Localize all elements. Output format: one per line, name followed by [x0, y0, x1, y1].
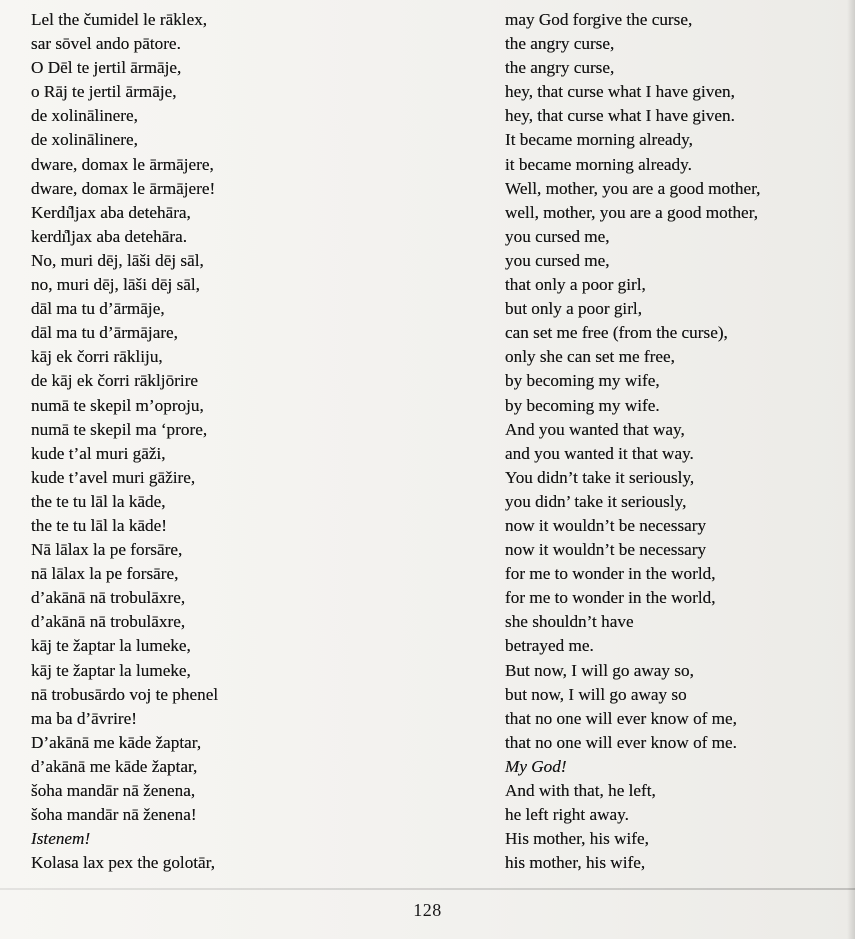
- translation-verse-line: hey, that curse what I have given,: [505, 82, 735, 102]
- translation-verse-line: by becoming my wife.: [505, 395, 660, 415]
- translation-verse-line: it became morning already.: [505, 154, 692, 174]
- romani-verse-line: D’akānā me kāde žaptar,: [31, 732, 202, 752]
- romani-verse-line: dāl ma tu d’ārmāje,: [31, 299, 165, 319]
- romani-verse-line: O Dēl te jertil ārmāje,: [31, 58, 182, 78]
- romani-verse-line: nā lālax la pe forsāre,: [31, 564, 179, 584]
- romani-verse-line: de xolinālinere,: [31, 106, 138, 126]
- translation-verse-line: the angry curse,: [505, 34, 615, 54]
- translation-verse-line: only she can set me free,: [505, 347, 675, 367]
- translation-verse-line: you cursed me,: [505, 250, 610, 270]
- romani-text-column: [31, 8, 218, 875]
- translation-verse-line: But now, I will go away so,: [505, 660, 694, 680]
- translation-verse-line: betrayed me.: [505, 636, 594, 656]
- translation-verse-line: but now, I will go away so: [505, 684, 687, 704]
- translation-verse-line: His mother, his wife,: [505, 829, 649, 849]
- romani-verse-line: kude t’al muri gāži,: [31, 443, 166, 463]
- translation-verse-line: that no one will ever know of me.: [505, 732, 737, 752]
- translation-verse-line: can set me free (from the curse),: [505, 323, 728, 343]
- translation-verse-line: may God forgive the curse,: [505, 10, 693, 29]
- romani-verse-line: numā te skepil ma ‘prore,: [31, 419, 208, 439]
- translation-verse-line: now it wouldn’t be necessary: [505, 515, 707, 535]
- translation-verse-line: for me to wonder in the world,: [505, 588, 716, 608]
- translation-verse-line: for me to wonder in the world,: [505, 564, 716, 584]
- translation-verse-line: And with that, he left,: [505, 781, 656, 800]
- translation-verse-line: that only a poor girl,: [505, 275, 646, 295]
- romani-verse-line: the te tu lāl la kāde!: [31, 515, 168, 535]
- translation-verse-line: he left right away.: [505, 805, 629, 825]
- page-edge-shadow: [847, 0, 855, 939]
- translation-verse-line: It became morning already,: [505, 130, 693, 150]
- translation-verse-line: My God!: [505, 756, 567, 776]
- translation-verse-line: and you wanted it that way.: [505, 443, 694, 463]
- romani-verse-line: de kāj ek čorri rākljōrire: [31, 371, 199, 391]
- translation-verse-line: his mother, his wife,: [505, 853, 646, 873]
- romani-verse-line: kude t’avel muri gāžire,: [31, 467, 196, 487]
- romani-verse-line: Kolasa lax pex the golotār,: [31, 853, 216, 873]
- translation-verse-line: now it wouldn’t be necessary: [505, 540, 707, 560]
- romani-verse-line: kerdı̊ljax aba detehāra.: [31, 226, 188, 246]
- romani-verse-line: d’akānā nā trobulāxre,: [31, 588, 186, 608]
- translation-verse-line: well, mother, you are a good mother,: [505, 202, 759, 222]
- romani-verse-line: kāj te žaptar la lumeke,: [31, 660, 191, 680]
- translation-verse-line: And you wanted that way,: [505, 419, 685, 439]
- romani-verse-line: šoha mandār nā ženena,: [31, 781, 196, 800]
- romani-verse-line: sar sōvel ando pātore.: [31, 34, 181, 54]
- translation-verse-line: You didn’t take it seriously,: [505, 467, 695, 487]
- romani-verse-line: Istenem!: [31, 829, 91, 849]
- romani-verse-line: Lel the čumidel le rāklex,: [31, 10, 208, 29]
- romani-verse-line: kāj te žaptar la lumeke,: [31, 636, 191, 656]
- romani-verse-line: kāj ek čorri rākliju,: [31, 347, 163, 367]
- romani-verse-line: dāl ma tu d’ārmājare,: [31, 323, 178, 343]
- romani-verse-line: no, muri dēj, lāši dēj sāl,: [31, 275, 200, 295]
- romani-verse-line: d’akānā nā trobulāxre,: [31, 612, 186, 632]
- translation-verse-line: she shouldn’t have: [505, 612, 634, 632]
- romani-verse-line: de xolinālinere,: [31, 130, 138, 150]
- translation-verse-line: hey, that curse what I have given.: [505, 106, 735, 126]
- romani-verse-line: dware, domax le ārmājere!: [31, 178, 216, 198]
- page-bottom-edge: [0, 888, 855, 890]
- romani-verse-line: d’akānā me kāde žaptar,: [31, 756, 198, 776]
- english-translation-column: [505, 8, 760, 875]
- romani-verse-line: the te tu lāl la kāde,: [31, 491, 166, 511]
- romani-verse-line: o Rāj te jertil ārmāje,: [31, 82, 177, 102]
- romani-verse-line: Kerdı̊ljax aba detehāra,: [31, 202, 191, 222]
- romani-verse-line: No, muri dēj, lāši dēj sāl,: [31, 250, 204, 270]
- page-number: 128: [413, 900, 442, 920]
- romani-verse-line: šoha mandār nā ženena!: [31, 805, 197, 825]
- romani-verse-line: dware, domax le ārmājere,: [31, 154, 214, 174]
- translation-verse-line: Well, mother, you are a good mother,: [505, 178, 761, 198]
- translation-verse-line: the angry curse,: [505, 58, 615, 78]
- romani-verse-line: Nā lālax la pe forsāre,: [31, 540, 183, 560]
- translation-verse-line: you cursed me,: [505, 226, 610, 246]
- translation-verse-line: but only a poor girl,: [505, 299, 643, 319]
- romani-verse-line: nā trobusārdo voj te phenel: [31, 684, 219, 704]
- romani-verse-line: numā te skepil m’oproju,: [31, 395, 204, 415]
- romani-verse-line: ma ba d’āvrire!: [31, 708, 137, 728]
- translation-verse-line: by becoming my wife,: [505, 371, 660, 391]
- translation-verse-line: that no one will ever know of me,: [505, 708, 737, 728]
- translation-verse-line: you didn’ take it seriously,: [505, 491, 687, 511]
